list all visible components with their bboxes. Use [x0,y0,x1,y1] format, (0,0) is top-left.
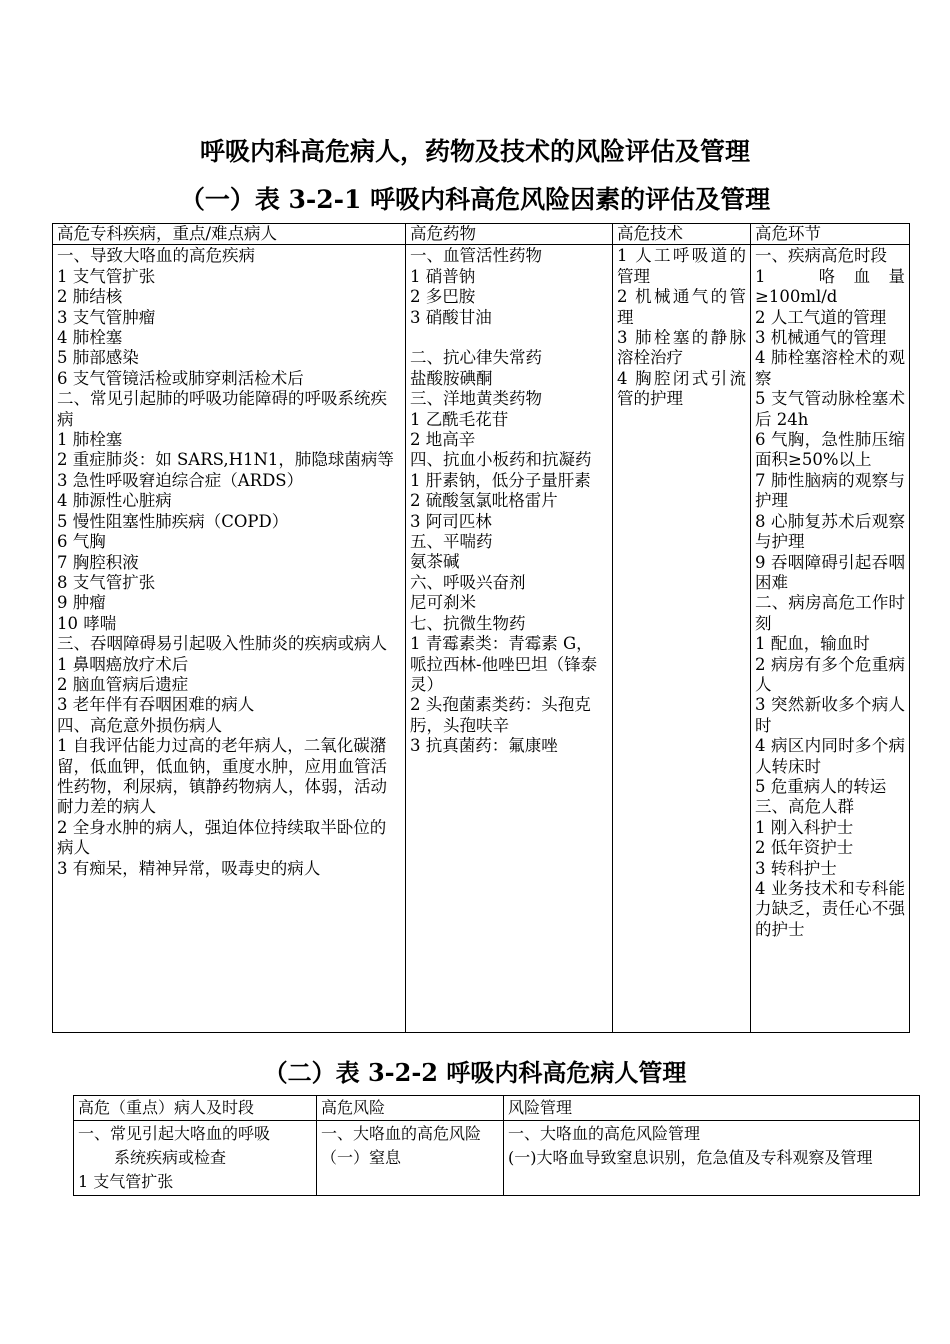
list-item: 一、疾病高危时段 [755,246,887,266]
patients-cell [74,1121,317,1196]
list-item: 一、大咯血的高危风险管理 [508,1124,701,1143]
list-item: 4 肺栓塞 [57,328,123,348]
list-item: 4 病区内同时多个病人转床时 [755,736,905,776]
list-item: 系统疾病或检查 [114,1148,227,1167]
list-item: 1 自我评估能力过高的老年病人，二氧化碳潴留，低血钾，低血钠，重度水肿，应用血管活性药物，利尿病，镇静药物病人，体弱，活动耐力差的病人 [57,736,387,817]
list-item: 三、洋地黄类药物 [410,389,542,409]
list-item: 一、导致大咯血的高危疾病 [57,246,255,266]
list-item: 7 胸腔积液 [57,552,139,572]
management-cell [504,1121,920,1196]
list-item: 1 鼻咽癌放疗术后 [57,654,189,674]
list-item: 1 咯血量≥100ml/d [755,266,905,307]
list-item: 3 抗真菌药：氟康唑 [410,736,558,756]
list-item: 2 地高辛 [410,430,476,450]
table1-caption: （一）表 3-2-1 呼吸内科高危风险因素的评估及管理 [179,185,771,214]
list-item: 4 业务技术和专科能力缺乏，责任心不强的护士 [755,879,905,939]
header-cell: 风险管理 [504,1096,920,1121]
list-item: 二、病房高危工作时刻 [755,593,905,633]
table-header-row [53,224,910,245]
list-item: 1 人工呼吸道的管理 [617,246,746,286]
header-cell: 高危风险 [317,1096,504,1121]
list-item: 4 肺源性心脏病 [57,491,172,511]
header-cell: 高危药物 [406,224,613,245]
list-item: 2 人工气道的管理 [755,307,887,327]
list-item: 1 青霉素类：青霉素 G，哌拉西林-他唑巴坦（锋泰灵） [410,634,598,694]
risk-links-cell [751,245,910,1033]
list-item: 3 阿司匹林 [410,511,492,531]
table-row [74,1121,920,1196]
drugs-cell [406,245,613,1033]
list-item: 3 有痴呆，精神异常，吸毒史的病人 [57,858,321,878]
list-item: 3 突然新收多个病人时 [755,695,905,735]
list-item: 1 肺栓塞 [57,430,123,450]
list-item: 一、大咯血的高危风险 [321,1124,482,1143]
list-item: 9 吞咽障碍引起吞咽困难 [755,552,905,592]
table-row [53,245,910,1033]
list-item: 2 全身水肿的病人，强迫体位持续取半卧位的病人 [57,817,387,858]
list-item: 1 刚入科护士 [755,817,854,837]
list-item: 6 气胸，急性肺压缩面积≥50%以上 [755,430,905,470]
high-risk-patient-table [73,1095,920,1196]
list-item: 1 支气管扩张 [78,1172,174,1191]
list-item: 2 低年资护士 [755,838,854,858]
list-item: 3 硝酸甘油 [410,307,492,327]
list-item: 5 肺部感染 [57,348,139,368]
list-item: 1 硝普钠 [410,266,476,286]
list-item: 二、常见引起肺的呼吸功能障碍的呼吸系统疾病 [57,389,387,429]
table2-caption: （二）表 3-2-2 呼吸内科高危病人管理 [263,1058,687,1087]
list-item: 三、高危人群 [755,797,854,817]
document-title: 呼吸内科高危病人，药物及技术的风险评估及管理 [199,137,750,166]
list-item: 二、抗心律失常药 [410,348,542,368]
list-item: 6 支气管镜活检或肺穿刺活检术后 [57,368,304,388]
table-header-row [74,1096,920,1121]
list-item: 1 乙酰毛花苷 [410,409,509,429]
list-item: 2 肺结核 [57,287,123,307]
list-item: 六、呼吸兴奋剂 [410,572,526,592]
list-item: （一）窒息 [321,1148,402,1167]
list-item: 四、抗血小板药和抗凝药 [410,450,592,470]
list-item: 2 脑血管病后遗症 [57,674,189,694]
list-item: (一)大咯血导致窒息识别，危急值及专科观察及管理 [508,1148,873,1167]
list-item: 七、抗微生物药 [410,613,526,633]
list-item: 2 重症肺炎：如 SARS,H1N1，肺隐球菌病等 [57,450,394,470]
list-item: 2 病房有多个危重病人 [755,654,905,694]
list-item: 尼可刹米 [410,593,476,613]
list-item: 8 心肺复苏术后观察与护理 [755,511,905,552]
techniques-cell [613,245,751,1033]
list-item: 8 支气管扩张 [57,572,156,592]
list-item: 三、吞咽障碍易引起吸入性肺炎的疾病或病人 [57,634,387,654]
list-item: 4 肺栓塞溶栓术的观察 [755,348,905,388]
list-item: 5 危重病人的转运 [755,776,887,796]
risk-cell [317,1121,504,1196]
risk-factor-table [52,223,910,1033]
list-item: 2 头孢菌素类药：头孢克肟，头孢呋辛 [410,695,591,735]
list-item: 10 哮喘 [57,613,117,633]
list-item: 3 肺栓塞的静脉溶栓治疗 [617,328,746,368]
list-item: 盐酸胺碘酮 [410,368,493,388]
list-item: 9 肿瘤 [57,593,106,613]
list-item: 3 转科护士 [755,858,837,878]
list-item: 氨茶碱 [410,552,460,572]
header-cell: 高危（重点）病人及时段 [74,1096,317,1121]
list-item: 2 机械通气的管理 [617,287,746,327]
blank-line [410,328,608,348]
header-cell: 高危专科疾病，重点/难点病人 [53,224,406,245]
header-cell: 高危环节 [751,224,910,245]
list-item: 一、常见引起大咯血的呼吸 [78,1124,271,1143]
list-item: 四、高危意外损伤病人 [57,715,222,735]
diseases-cell [53,245,406,1033]
list-item: 2 多巴胺 [410,287,476,307]
list-item: 7 肺性脑病的观察与护理 [755,470,905,511]
list-item: 3 老年伴有吞咽困难的病人 [57,695,255,715]
list-item: 5 支气管动脉栓塞术后 24h [755,389,905,429]
list-item: 五、平喘药 [410,532,493,552]
list-item: 1 肝素钠，低分子量肝素 [410,470,591,490]
header-cell: 高危技术 [613,224,751,245]
list-item: 2 硫酸氢氯吡格雷片 [410,491,558,511]
list-item: 3 机械通气的管理 [755,328,887,348]
list-item: 5 慢性阻塞性肺疾病（COPD） [57,511,289,531]
list-item: 一、血管活性药物 [410,246,542,266]
list-item: 4 胸腔闭式引流管的护理 [617,368,746,409]
list-item: 3 急性呼吸窘迫综合症（ARDS） [57,470,304,490]
list-item: 6 气胸 [57,532,106,552]
list-item: 1 支气管扩张 [57,266,156,286]
list-item: 1 配血，输血时 [755,634,870,654]
list-item: 3 支气管肿瘤 [57,307,156,327]
